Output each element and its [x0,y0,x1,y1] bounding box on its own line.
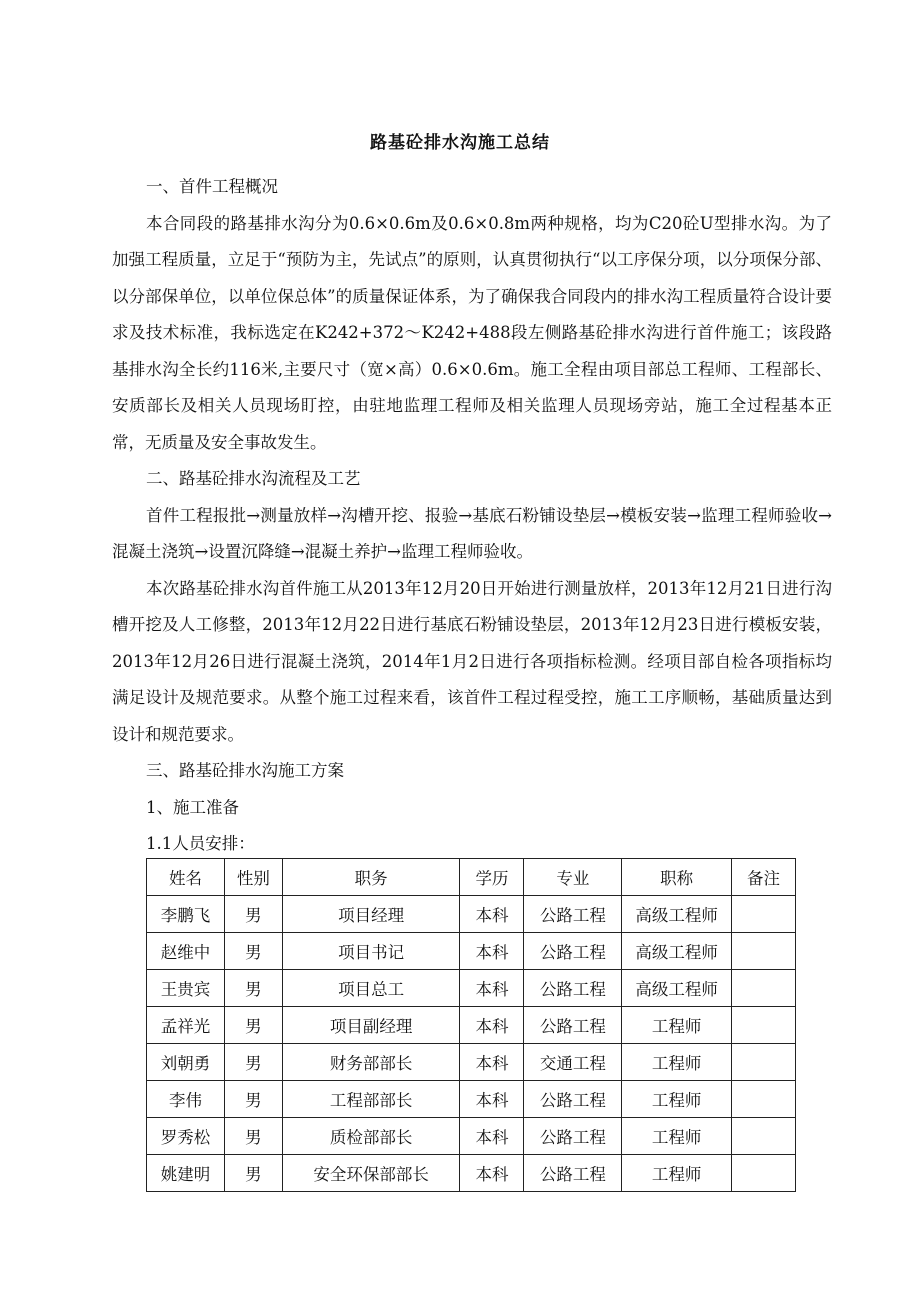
cell-education: 本科 [460,1118,524,1155]
cell-name: 赵维中 [147,933,225,970]
header-remarks: 备注 [732,859,796,896]
header-major: 专业 [524,859,622,896]
table-row [147,933,796,970]
table-row [147,970,796,1007]
cell-remarks [732,1118,796,1155]
cell-gender: 男 [224,1081,282,1118]
section-2-heading: 二、路基砼排水沟流程及工艺 [146,469,361,488]
section-1-heading: 一、首件工程概况 [146,177,278,196]
cell-education: 本科 [460,933,524,970]
cell-position: 财务部部长 [282,1044,460,1081]
cell-position: 项目总工 [282,970,460,1007]
document-body [112,169,832,863]
cell-major: 公路工程 [524,1081,622,1118]
table-row [147,1081,796,1118]
cell-position: 项目书记 [282,933,460,970]
cell-title: 高级工程师 [622,970,732,1007]
section-1-paragraph: 本合同段的路基排水沟分为0.6×0.6m及0.6×0.8m两种规格，均为C20砼U型排水沟。为了加强工程质量，立足于“预防为主，先试点”的原则，认真贯彻执行“以工序保分项，以分项保分部、以分部保单位，以单位保总体”的质量保证体系，为了确保我合同段内的排水沟工程质量符合设计要求及技术标准，我标选定在K242+372～K242+488段左侧路基砼排水沟进行首件施工；该段路基排水沟全长约116米,主要尺寸（宽×高）0.6×0.6m。施工全程由项目部总工程师、工程部长、安质部长及相关人员现场盯控，由驻地监理工程师及相关监理人员现场旁站，施工全过程基本正常，无质量及安全事故发生。 [112,213,832,452]
cell-gender: 男 [224,1155,282,1192]
section-2-timeline-paragraph: 本次路基砼排水沟首件施工从2013年12月20日开始进行测量放样，2013年12月21日进行沟槽开挖及人工修整，2013年12月22日进行基底石粉铺设垫层，2013年12月23日进行模板安装，2013年12月26日进行混凝土浇筑，2014年1月2日进行各项指标检测。经项目部自检各项指标均满足设计及规范要求。从整个施工过程来看，该首件工程过程受控，施工工序顺畅，基础质量达到设计和规范要求。 [112,578,832,744]
cell-position: 工程部部长 [282,1081,460,1118]
section-3-heading: 三、路基砼排水沟施工方案 [146,761,344,780]
header-gender: 性别 [224,859,282,896]
section-3-subheading-staffing: 1.1人员安排： [146,834,255,853]
table-row [147,1007,796,1044]
cell-name: 李鹏飞 [147,896,225,933]
table-row [147,896,796,933]
header-title: 职称 [622,859,732,896]
cell-education: 本科 [460,896,524,933]
cell-gender: 男 [224,1044,282,1081]
cell-title: 工程师 [622,1081,732,1118]
cell-major: 交通工程 [524,1044,622,1081]
cell-remarks [732,933,796,970]
cell-title: 高级工程师 [622,933,732,970]
cell-name: 刘朝勇 [147,1044,225,1081]
document-title: 路基砼排水沟施工总结 [370,133,550,153]
header-education: 学历 [460,859,524,896]
cell-education: 本科 [460,1044,524,1081]
cell-major: 公路工程 [524,1118,622,1155]
cell-title: 工程师 [622,1155,732,1192]
cell-remarks [732,1007,796,1044]
cell-position: 项目副经理 [282,1007,460,1044]
cell-remarks [732,1081,796,1118]
cell-name: 姚建明 [147,1155,225,1192]
section-2-process-flow: 首件工程报批→测量放样→沟槽开挖、报验→基底石粉铺设垫层→模板安装→监理工程师验收→混凝土浇筑→设置沉降缝→混凝土养护→监理工程师验收。 [112,505,832,561]
header-position: 职务 [282,859,460,896]
cell-name: 罗秀松 [147,1118,225,1155]
header-name: 姓名 [147,859,225,896]
cell-education: 本科 [460,1155,524,1192]
cell-position: 安全环保部部长 [282,1155,460,1192]
cell-title: 高级工程师 [622,896,732,933]
cell-major: 公路工程 [524,1007,622,1044]
section-3-subheading-preparation: 1、施工准备 [146,797,239,817]
table-row [147,1155,796,1192]
cell-major: 公路工程 [524,933,622,970]
cell-remarks [732,896,796,933]
cell-remarks [732,970,796,1007]
cell-gender: 男 [224,1118,282,1155]
cell-remarks [732,1044,796,1081]
cell-title: 工程师 [622,1007,732,1044]
cell-gender: 男 [224,1007,282,1044]
cell-major: 公路工程 [524,970,622,1007]
cell-position: 质检部部长 [282,1118,460,1155]
cell-gender: 男 [224,933,282,970]
staff-table [146,858,796,1192]
cell-gender: 男 [224,970,282,1007]
cell-name: 孟祥光 [147,1007,225,1044]
cell-education: 本科 [460,1007,524,1044]
cell-education: 本科 [460,970,524,1007]
cell-major: 公路工程 [524,896,622,933]
table-row [147,1118,796,1155]
table-header-row [147,859,796,896]
cell-gender: 男 [224,896,282,933]
cell-name: 王贵宾 [147,970,225,1007]
cell-education: 本科 [460,1081,524,1118]
table-row [147,1044,796,1081]
cell-position: 项目经理 [282,896,460,933]
cell-major: 公路工程 [524,1155,622,1192]
cell-name: 李伟 [147,1081,225,1118]
cell-remarks [732,1155,796,1192]
cell-title: 工程师 [622,1118,732,1155]
cell-title: 工程师 [622,1044,732,1081]
